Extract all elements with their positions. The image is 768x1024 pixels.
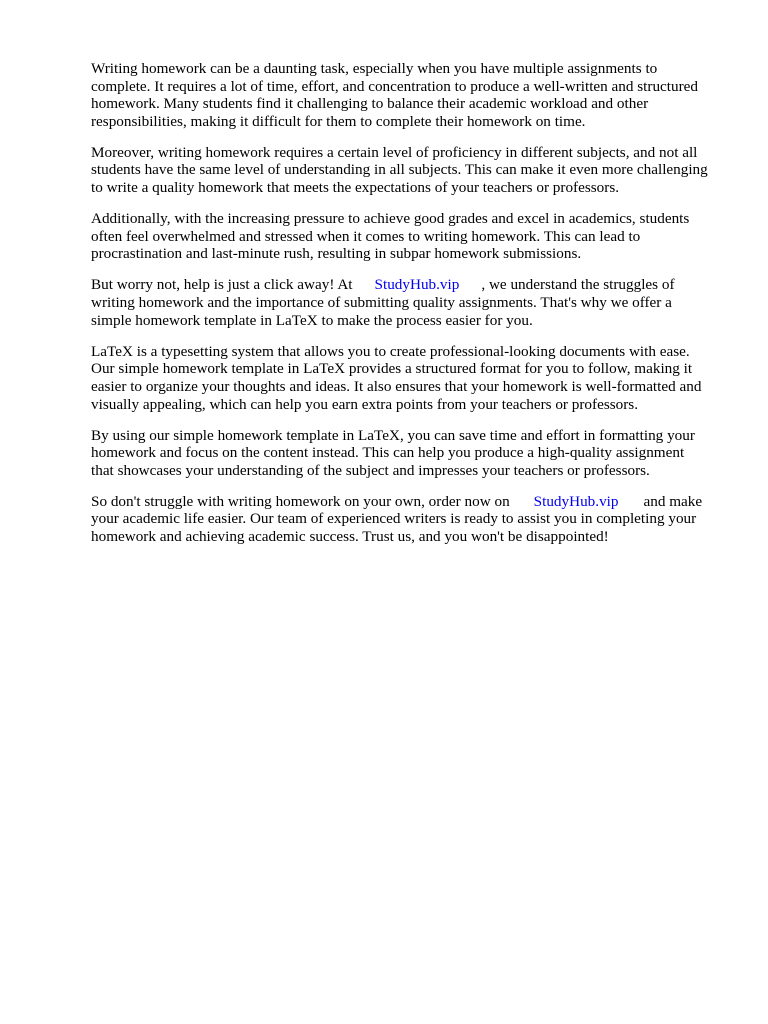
text-line: homework. Many students find it challenging to balance their academic workload and other: [91, 95, 649, 113]
text-line: By using our simple homework template in LaTeX, you can save time and effort in formatting your: [91, 426, 695, 444]
text-line: Writing homework can be a daunting task, especially when you have multiple assignments to: [91, 60, 658, 77]
paragraph-pressure: [91, 210, 731, 263]
paragraph-help: [91, 276, 731, 329]
text-line: complete. It requires a lot of time, effort, and concentration to produce a well-written and structured: [91, 77, 698, 95]
text-line: LaTeX is a typesetting system that allows you to create professional-looking documents with ease.: [91, 342, 690, 360]
text-line: easier to organize your thoughts and ideas. It also ensures that your homework is well-formatted and: [91, 377, 702, 395]
text-line: often feel overwhelmed and stressed when it comes to writing homework. This can lead to: [91, 227, 641, 245]
text-line: homework and achieving academic success. Trust us, and you won't be disappointed!: [91, 528, 609, 546]
paragraph-latex: [91, 343, 731, 413]
text-line: that showcases your understanding of the subject and impresses your teachers or professors.: [91, 461, 650, 479]
text-line: simple homework template in LaTeX to make the process easier for you.: [91, 311, 533, 329]
text-line: procrastination and last-minute rush, resulting in subpar homework submissions.: [91, 245, 582, 263]
text-line: students have the same level of understanding in all subjects. This can make it even more challenging: [91, 161, 708, 179]
text-line: writing homework and the importance of submitting quality assignments. That's why we offer a: [91, 294, 672, 312]
text-line: [91, 493, 731, 511]
text-segment: , we understand the struggles of: [481, 276, 675, 294]
text-segment: So don't struggle with writing homework on your own, order now on: [91, 492, 510, 510]
text-line: Moreover, writing homework requires a certain level of proficiency in different subjects, and not all: [91, 143, 698, 161]
paragraph-closing: [91, 493, 731, 546]
text-line: visually appealing, which can help you earn extra points from your teachers or professors.: [91, 395, 639, 413]
text-segment: But worry not, help is just a click away! At: [91, 276, 353, 294]
document-body: [91, 60, 731, 559]
studyhub-link[interactable]: StudyHub.vip: [374, 276, 460, 294]
text-line: your academic life easier. Our team of experienced writers is ready to assist you in completing your: [91, 510, 697, 528]
text-line: [91, 276, 731, 294]
text-line: Our simple homework template in LaTeX provides a structured format for you to follow, making it: [91, 360, 693, 378]
studyhub-link[interactable]: StudyHub.vip: [533, 492, 619, 510]
text-segment: and make: [643, 492, 703, 510]
paragraph-proficiency: [91, 144, 731, 197]
text-line: Additionally, with the increasing pressure to achieve good grades and excel in academics, students: [91, 210, 690, 228]
text-line: responsibilities, making it difficult for them to complete their homework on time.: [91, 112, 586, 130]
text-line: homework and focus on the content instead. This can help you produce a high-quality assignment: [91, 444, 685, 462]
paragraph-intro: [91, 60, 731, 130]
paragraph-template: [91, 427, 731, 480]
text-line: to write a quality homework that meets the expectations of your teachers or professors.: [91, 179, 620, 197]
